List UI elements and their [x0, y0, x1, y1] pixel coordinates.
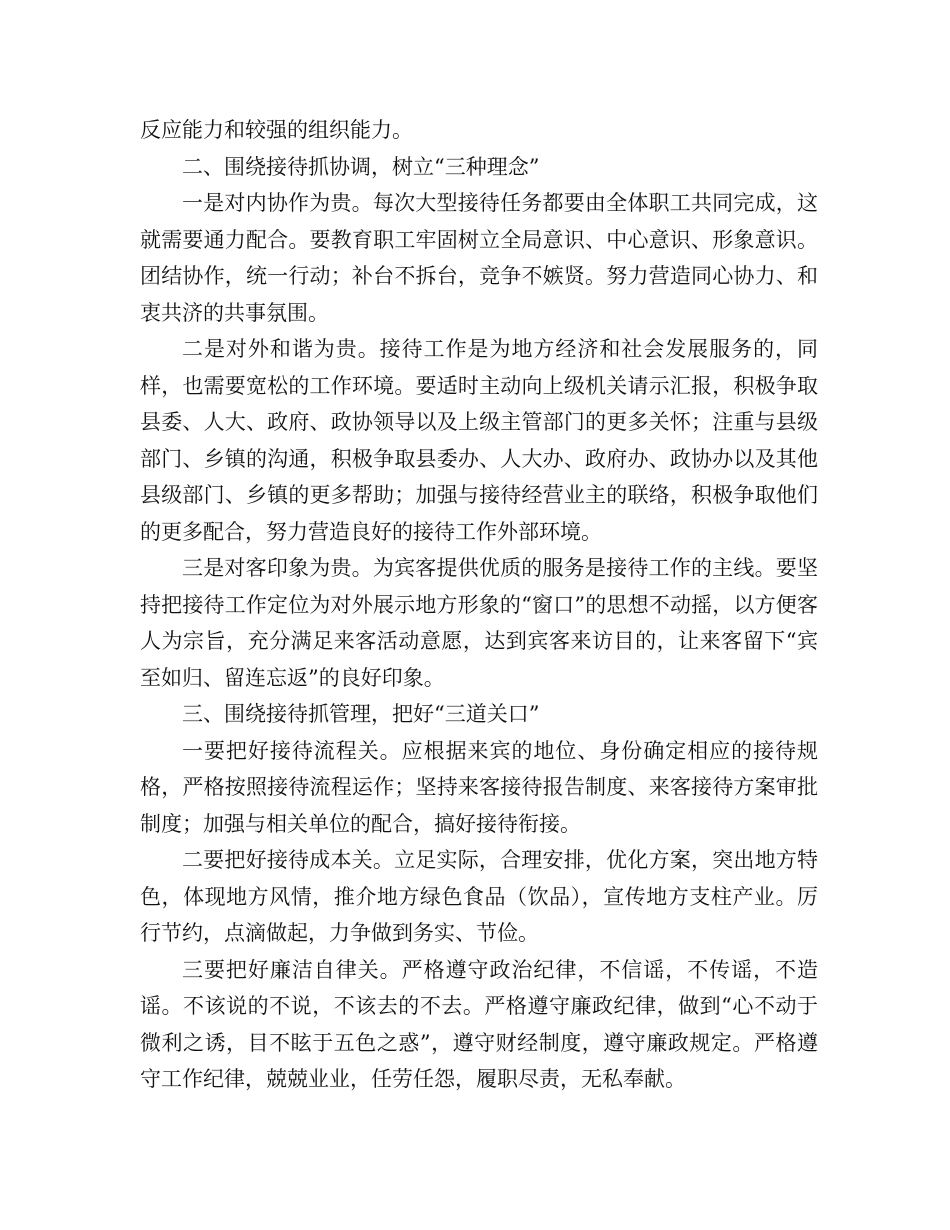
document-body [140, 112, 818, 1098]
paragraph-continuation: 反应能力和较强的组织能力。 [140, 118, 413, 142]
paragraph: 二是对外和谐为贵。接待工作是为地方经济和社会发展服务的，同样，也需要宽松的工作环境。要适时主动向上级机关请示汇报，积极争取县委、人大、政府、政协领导以及上级主管部门的更多关怀；注重与县级部门、乡镇的沟通，积极争取县委办、人大办、政府办、政协办以及其他县级部门、乡镇的更多帮助；加强与接待经营业主的联络，积极争取他们的更多配合，努力营造良好的接待工作外部环境。 [140, 337, 818, 544]
paragraph: 一是对内协作为贵。每次大型接待任务都要由全体职工共同完成，这就需要通力配合。要教育职工牢固树立全局意识、中心意识、形象意识。团结协作，统一行动；补台不拆台，竞争不嫉贤。努力营造同心协力、和衷共济的共事氛围。 [140, 191, 818, 325]
paragraph: 二要把好接待成本关。立足实际，合理安排，优化方案，突出地方特色，体现地方风情，推介地方绿色食品（饮品），宣传地方支柱产业。厉行节约，点滴做起，力争做到务实、节俭。 [140, 848, 818, 945]
paragraph: 一要把好接待流程关。应根据来宾的地位、身份确定相应的接待规格，严格按照接待流程运作；坚持来客接待报告制度、来客接待方案审批制度；加强与相关单位的配合，搞好接待衔接。 [140, 738, 818, 836]
paragraph: 三要把好廉洁自律关。严格遵守政治纪律，不信谣，不传谣，不造谣。不该说的不说，不该去的不去。严格遵守廉政纪律，做到“心不动于微利之诱，目不眩于五色之惑”，遵守财经制度，遵守廉政规定。严格遵守工作纪律，兢兢业业，任劳任怨，履职尽责，无私奉献。 [140, 957, 818, 1091]
paragraph: 三是对客印象为贵。为宾客提供优质的服务是接待工作的主线。要坚持把接待工作定位为对外展示地方形象的“窗口”的思想不动摇，以方便客人为宗旨，充分满足来客活动意愿，达到宾客来访目的，让来客留下“宾至如归、留连忘返”的良好印象。 [140, 556, 818, 690]
section-heading-3: 三、围绕接待抓管理，把好“三道关口” [182, 702, 540, 726]
section-heading-2: 二、围绕接待抓协调，树立“三种理念” [182, 154, 540, 179]
